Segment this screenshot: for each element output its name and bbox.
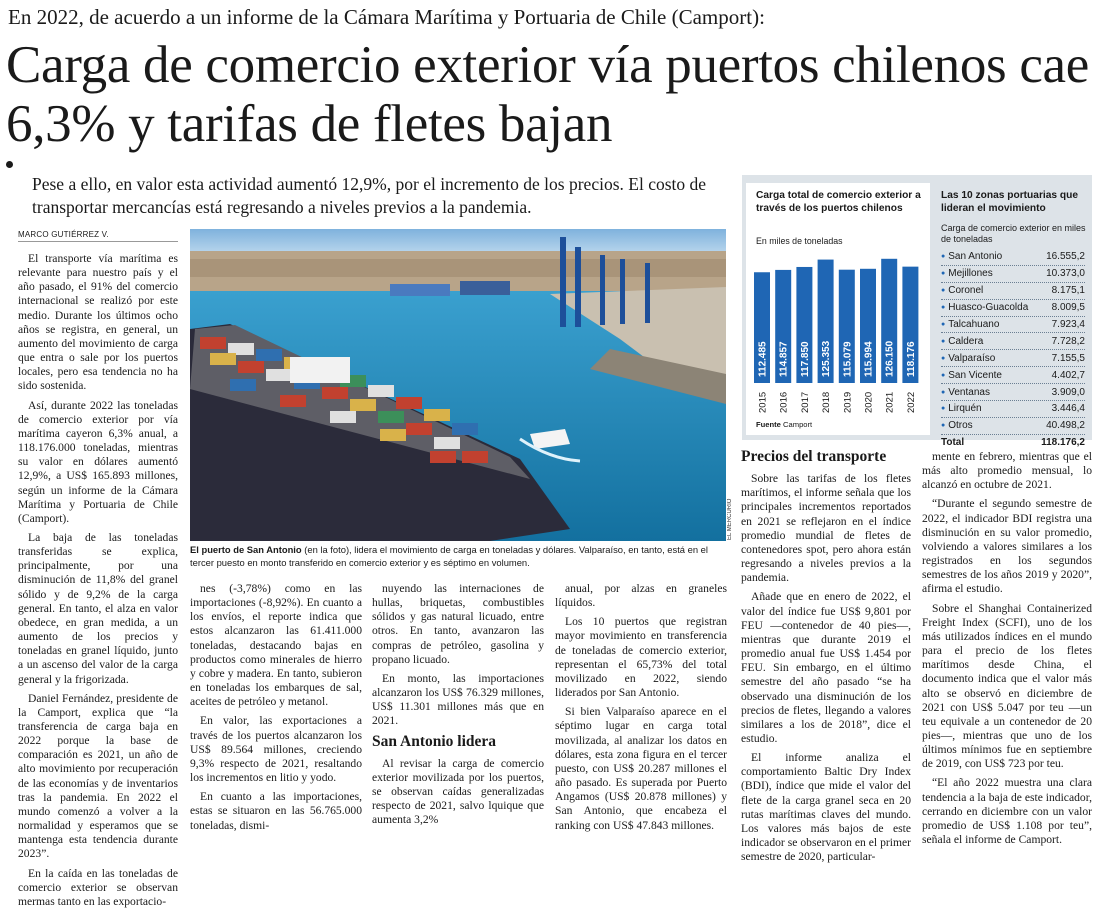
zone-row [941,350,1085,367]
column-4 [555,582,727,844]
paragraph: En monto, las importaciones alcanzaron los US$ 76.329 millones, US$ 11.301 millones más que en 2021. [372,671,544,728]
chart-unit: En miles de toneladas [756,236,843,246]
headline: Carga de comercio exterior vía puertos chilenos cae 6,3% y tarifas de fletes bajan [6,36,1090,153]
caption-text: (en la foto), lidera el movimiento de carga en toneladas y dólares. Valparaíso, en tanto, está en el tercer puesto en monto transferido en comercio exterior y es séptimo en volumen. [190,544,708,568]
zone-row [941,317,1085,334]
paragraph: Añade que en enero de 2022, el valor del índice fue US$ 9,801 por FEU —contenedor de 40 pies—, mientras que durante 2019 el promedio anual fue US$ 1.454 por FEU. Sin embargo, en el último semestre del año pasado “se ha observado una disminución de los precios de fletes, llegando a valores similares a los de 2018”, dice el estudio. [741,590,911,745]
chart-data-label: 126.150 [884,340,896,377]
zones-total-value: 118.176,2 [1041,437,1085,449]
chart-source [756,420,812,429]
section-heading-precios: Precios del transporte [741,448,887,465]
cargo-chart-panel [746,183,930,435]
zone-name: ● San Antonio [941,251,1002,262]
column-1 [18,252,178,908]
paragraph: nuyendo las internaciones de hullas, briquetas, combustibles sólidos y gas natural licuado, entre otros. En tanto, avanzaron las compras de petróleo, gasolina y propano licuado. [372,582,544,666]
paragraph: Si bien Valparaíso aparece en el séptimo lugar en carga total movilizada, al analizar los datos en dólares, esta zona figura en el tercer puesto, con US$ 20.287 millones el año pasado. Es superada por Puerto Angamos (US$ 20.878 millones) y San Antonio, que encabeza el ranking con US$ 47.843 millones. [555,705,727,832]
zone-value: 8.175,1 [1051,285,1085,297]
zone-name: ● Ventanas [941,387,990,398]
cargo-bar-chart [746,243,930,421]
zone-name: ● Huasco-Guacolda [941,302,1028,313]
zone-value: 10.373,0 [1046,268,1085,280]
chart-data-label: 117.850 [799,341,811,377]
zone-name: ● Valparaíso [941,353,995,364]
zones-title: Las 10 zonas portuarias que lideran el movimiento [941,190,1079,214]
port-photo-illustration [190,229,726,541]
zone-value: 16.555,2 [1046,251,1085,263]
zone-row [941,418,1085,435]
port-photo [190,229,726,541]
chart-tick-label: 2021 [884,391,896,413]
zone-value: 7.923,4 [1051,319,1085,330]
paragraph: Así, durante 2022 las toneladas de comercio exterior por vía marítima cayeron 6,3% anual, a 118.176.000 toneladas, mientras su valor en dólares aumentó 12,9%, a US$ 165.893 millones, según un informe de la Cámara Marítima y Portuaria de Chile (Camport). [18,398,178,525]
byline: MARCO GUTIÉRREZ V. [18,230,178,242]
zone-row [941,283,1085,300]
zone-name: ● Caldera [941,336,983,347]
paragraph: Los 10 puertos que registran mayor movimiento en transferencia de toneladas de comercio exterior, representan el 65,73% del total movilizado en 2022, siendo liderados por San Antonio. [555,615,727,700]
column-6 [922,450,1092,845]
chart-tick-label: 2015 [757,391,769,413]
zone-name: ● San Vicente [941,370,1002,381]
section-heading-san-antonio: San Antonio lidera [372,732,497,750]
chart-tick-label: 2020 [863,391,875,413]
zones-list [934,249,1089,435]
column-3 [372,582,544,844]
zone-row [941,384,1085,401]
zone-name: ● Coronel [941,285,983,296]
chart-tick-label: 2017 [799,391,811,413]
zone-row [941,249,1085,266]
paragraph: En valor, las exportaciones a través de los puertos alcanzaron los US$ 89.564 millones, creciendo 9,3% respecto de 2021, resaltando los incrementos en litio y yodo. [190,714,362,785]
paragraph: “Durante el segundo semestre de 2022, el indicador BDI registra una disminución en su valor promedio, volviendo a valores similares a los registrados en los segundos semestres de los años 2019 y 2020”, afirma el estudio. [922,497,1092,596]
paragraph: En cuanto a las importaciones, estas se situaron en las 56.765.000 toneladas, dismi- [190,790,362,832]
zone-value: 4.402,7 [1051,369,1085,381]
subhead: Pese a ello, en valor esta actividad aumentó 12,9%, por el incremento de los precios. El costo de transportar mercancías está regresando a niveles previos a la pandemia. [32,174,707,217]
photo-caption [190,544,730,569]
zones-total-row [941,435,1085,451]
zone-name: ● Talcahuano [941,319,999,330]
chart-data-label: 112.485 [757,341,769,377]
chart-tick-label: 2018 [821,391,833,413]
column-2 [190,582,362,844]
zone-value: 3.909,0 [1051,386,1085,398]
column-5 [741,448,911,864]
port-zones-panel [934,183,1089,449]
zone-value: 7.728,2 [1051,335,1085,347]
zone-row [941,266,1085,283]
paragraph: Sobre las tarifas de los fletes marítimos, el informe señala que los principales incrementos reportados en 2021 se reflejaron en el índice promedio mundial de fletes de contenedores spot, pero ahora están regresando a niveles previos a la pandemia. [741,472,911,585]
chart-data-label: 125.353 [821,340,833,377]
chart-source-value: Camport [783,420,813,429]
chart-data-label: 115.079 [842,341,854,377]
chart-data-label: 118.176 [905,341,917,377]
zone-value: 7.155,5 [1051,352,1085,364]
zones-total-label: Total [941,437,965,449]
caption-bold: El puerto de San Antonio [190,544,302,555]
zone-name: ● Lirquén [941,403,982,414]
paragraph: Daniel Fernández, presidente de la Camport, explica que “la transferencia de carga baja en 2022 porque la base de comparación es 2021, un año de alto movimiento por recuperación de las economías y de inventarios tras la pandemia. En 2022 el mundo comenzó a volver a la normalidad y esperamos que se mantenga esta tendencia durante 2023”. [18,691,178,861]
paragraph: Sobre el Shanghai Containerized Freight Index (SCFI), uno de los más utilizados índices en el mundo para el precio de los fletes marítimos desde China, el documento indica que el valor más alto se observó en diciembre de 2021 con US$ 5.047 por teu —un teu equivale a un contenedor de 20 pies—, mientras que uno de los últimos mínimos fue en septiembre de 2019, con US$ 723 por teu. [922,601,1092,771]
zones-subtitle: Carga de comercio exterior en miles de toneladas [941,223,1086,244]
zone-row [941,401,1085,418]
paragraph: mente en febrero, mientras que el más alto promedio mensual, lo alcanzó en octubre de 2021. [922,450,1092,492]
chart-title: Carga total de comercio exterior a través de los puertos chilenos [756,190,921,214]
zone-value: 3.446,4 [1051,403,1085,415]
chart-tick-label: 2016 [778,391,790,413]
chart-source-label: Fuente [756,420,781,429]
chart-data-label: 115.994 [863,341,875,377]
paragraph: En la caída en las toneladas de comercio exterior se observan mermas tanto en las exportacio- [18,866,178,908]
section-bullet [6,161,13,168]
chart-tick-label: 2019 [842,391,854,413]
zone-value: 40.498,2 [1046,420,1085,432]
chart-tick-label: 2022 [905,391,917,413]
paragraph: nes (-3,78%) como en las importaciones (-8,92%). En cuanto a los envíos, el reporte indica que estos alcanzaron las 61.411.000 toneladas, destacando bajas en productos como minerales de hierro y cobre y madera. En tanto, subieron en toneladas los embarques de sal, aceites de petróleo y metanol. [190,582,362,709]
kicker: En 2022, de acuerdo a un informe de la Cámara Marítima y Portuaria de Chile (Camport): [8,5,765,29]
zone-row [941,300,1085,317]
paragraph: La baja de las toneladas transferidas se explica, principalmente, por una disminución de 11,8% del granel sólido y de 9,2% de la carga general. En tanto, el alza en valor obedece, en gran medida, a un aumento de los precios y toneladas en granel líquido, junto a un ascenso del valor de la carga general y la frigorizada. [18,530,178,686]
photo-credit: EL MERCURIO [727,498,733,540]
zone-name: ● Mejillones [941,268,993,279]
paragraph: El transporte vía marítima es relevante para nuestro país y el año pasado, el 91% del comercio internacional se realizó por este medio. Durante los últimos ocho años se registra, en general, un aumento del movimiento de carga que entra o sale por los puertos locales, pero esa tendencia no ha sido sostenida. [18,252,178,393]
paragraph: Al revisar la carga de comercio exterior movilizada por los puertos, se observan caídas generalizadas respecto de 2021, salvo lquique que aumenta 3,2% [372,756,544,827]
chart-data-label: 114.857 [778,341,790,377]
paragraph: “El año 2022 muestra una clara tendencia a la baja de este indicador, cerrando en diciembre con un valor promedio de US$ 1.108 por teu”, señala el informe de Camport. [922,776,1092,847]
zone-row [941,333,1085,350]
zone-row [941,367,1085,384]
zone-value: 8.009,5 [1051,302,1085,314]
zone-name: ● Otros [941,420,973,431]
paragraph: El informe analiza el comportamiento Baltic Dry Index (BDI), índice que mide el valor del flete de la carga granel seca en 20 rutas marítimas claves del mundo. Los valores más bajos de este indicador se observaron en el primer semestre de 2020, particular- [741,751,911,864]
paragraph: anual, por alzas en graneles líquidos. [555,582,727,610]
